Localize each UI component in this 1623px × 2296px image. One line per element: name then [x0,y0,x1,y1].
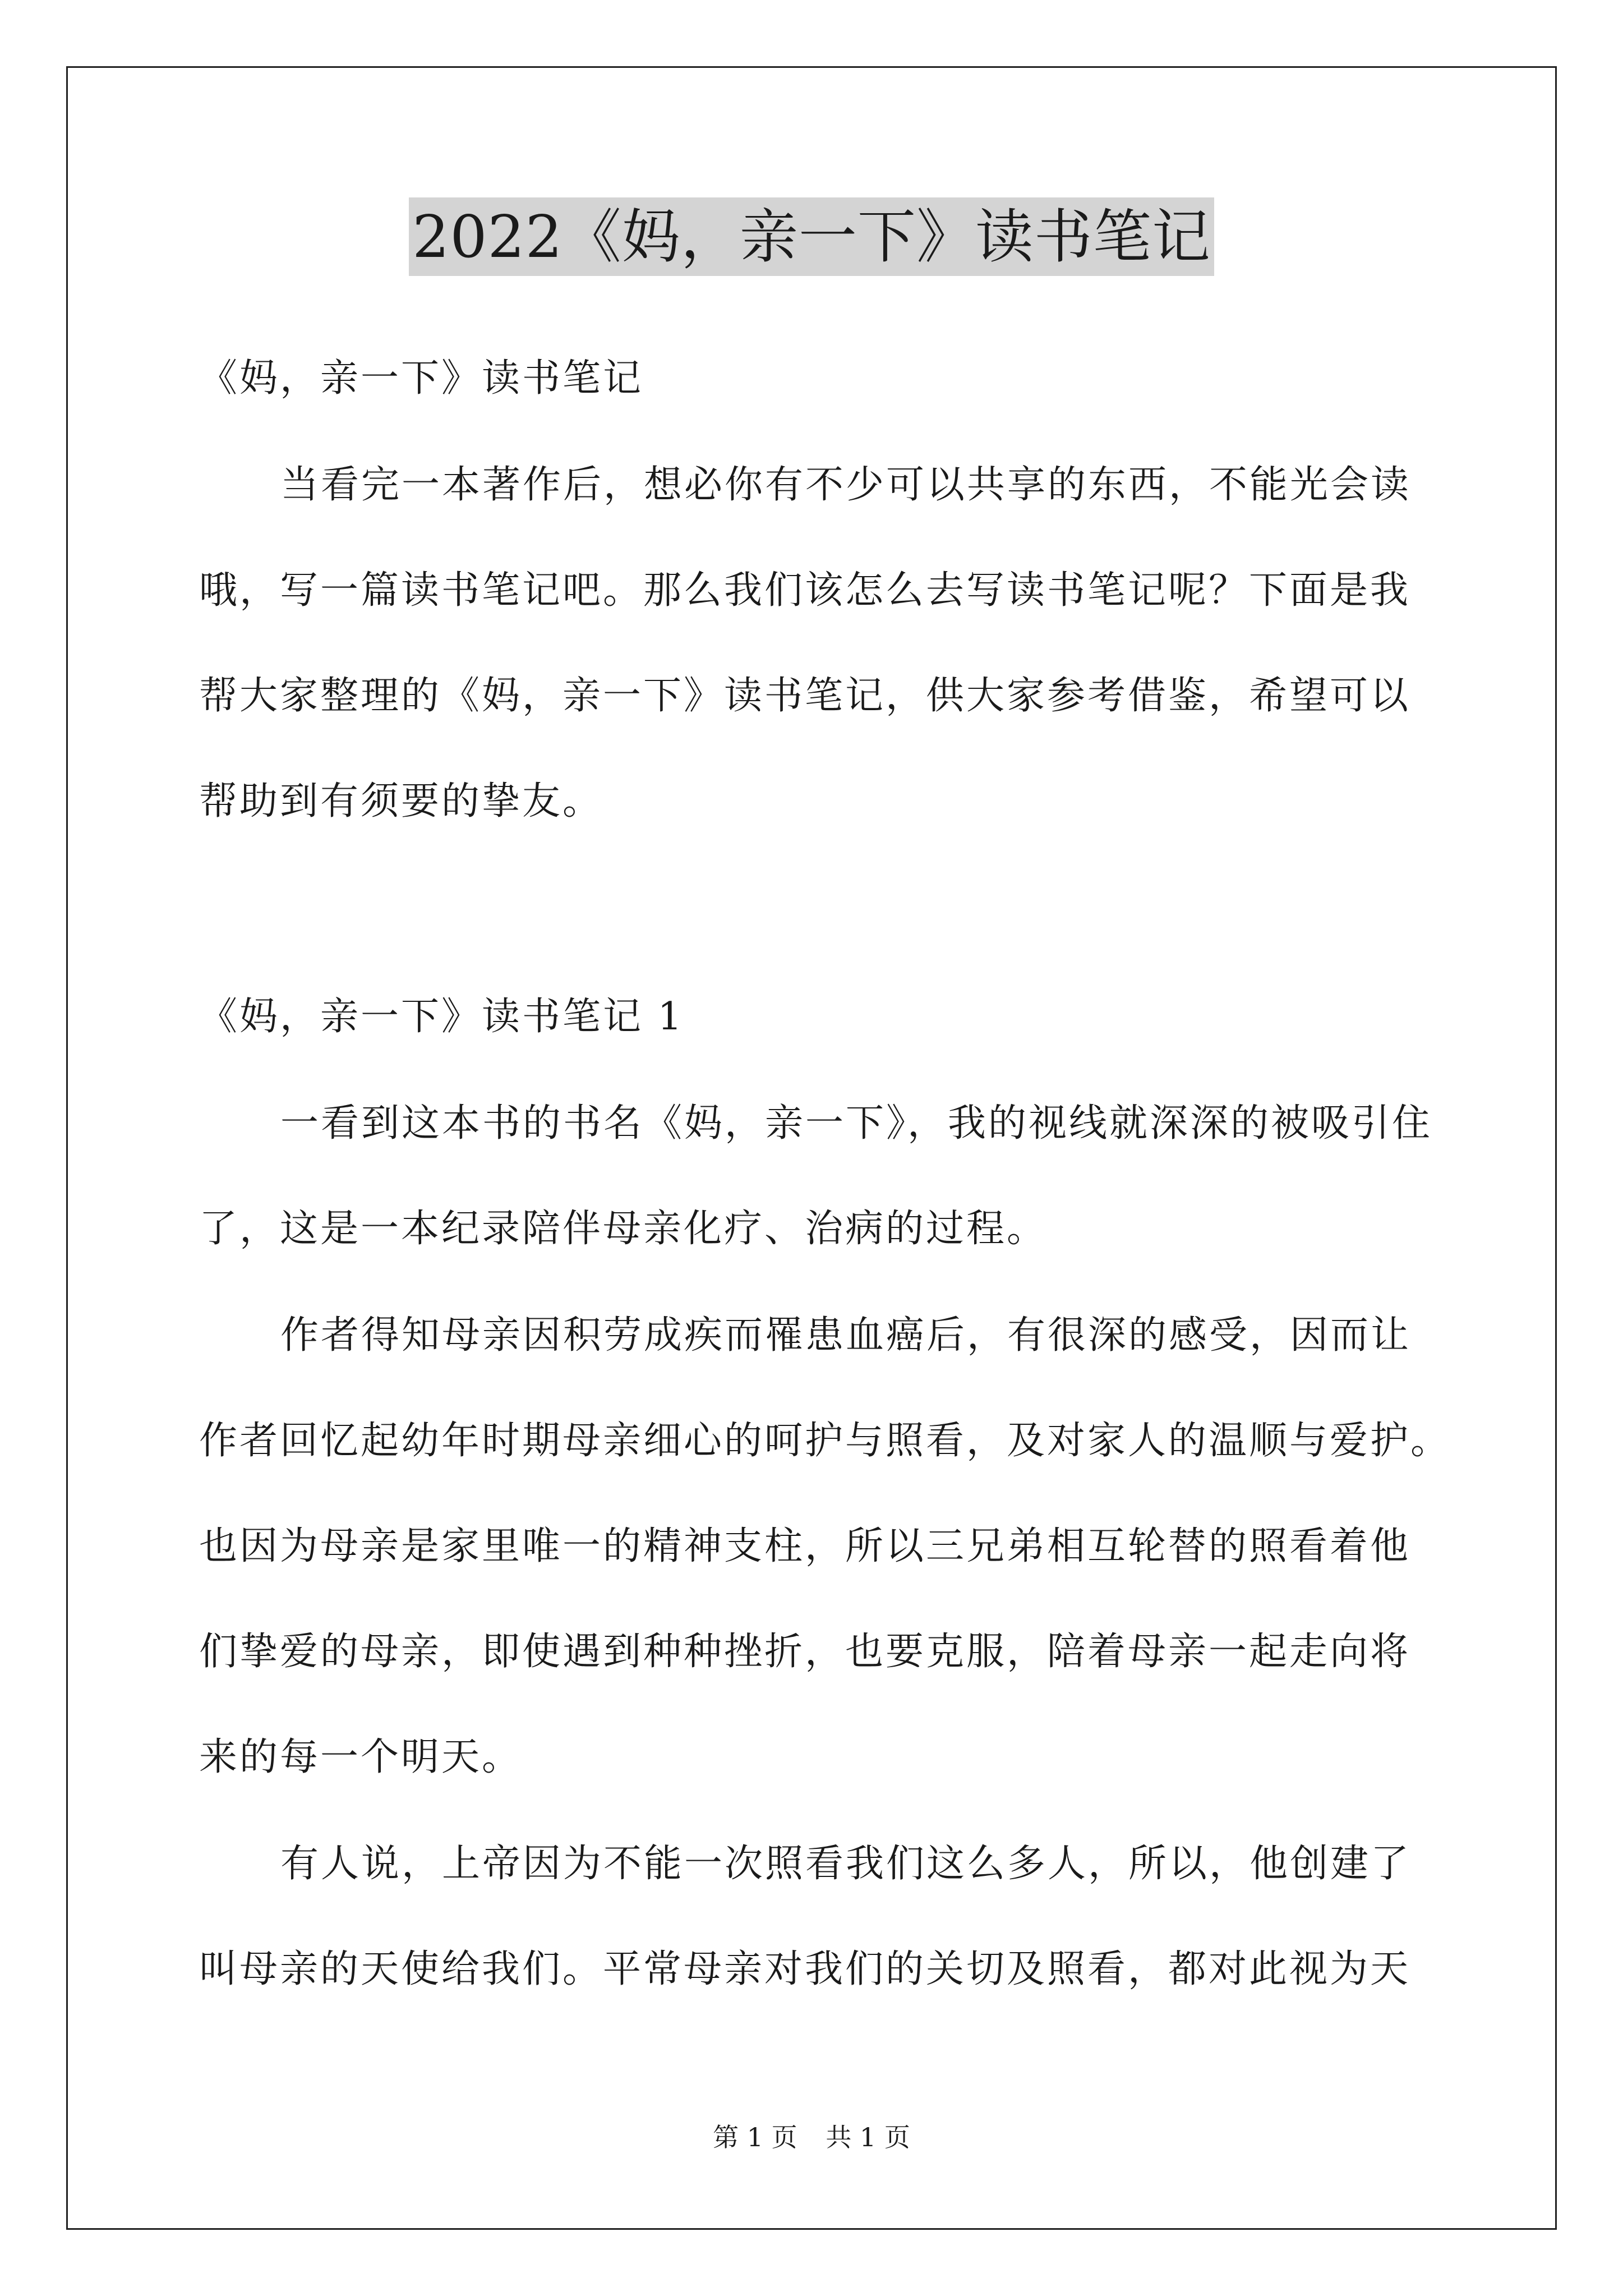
paragraph-line: 来的每一个明天。 [199,1735,523,1779]
page-footer [0,2120,1623,2154]
paragraph-line: 一看到这本书的书名《妈，亲一下》，我的视线就深深的被吸引住 [280,1101,1433,1145]
paragraph-line: 了，这是一本纪录陪伴母亲化疗、治病的过程。 [199,1207,1048,1251]
document-title: 2022《妈，亲一下》读书笔记 [409,197,1214,276]
intro-line: 哦，写一篇读书笔记吧。那么我们该怎么去写读书笔记呢？下面是我 [199,568,1411,613]
paragraph-line: 有人说，上帝因为不能一次照看我们这么多人，所以，他创建了 [280,1842,1412,1886]
paragraph-line: 们挚爱的母亲，即使遇到种种挫折，也要克服，陪着母亲一起走向将 [199,1630,1411,1674]
intro-line: 帮助到有须要的挚友。 [199,779,603,823]
section-heading-1: 《妈，亲一下》读书笔记 1 [199,995,684,1039]
intro-line: 帮大家整理的《妈，亲一下》读书笔记，供大家参考借鉴，希望可以 [199,674,1411,718]
paragraph-line: 作者回忆起幼年时期母亲细心的呵护与照看，及对家人的温顺与爱护。 [199,1419,1451,1463]
paragraph-line: 也因为母亲是家里唯一的精神支柱，所以三兄弟相互轮替的照看着他 [199,1524,1411,1568]
paragraph-line: 叫母亲的天使给我们。平常母亲对我们的关切及照看，都对此视为天 [199,1947,1411,1991]
intro-line: 当看完一本著作后，想必你有不少可以共享的东西，不能光会读 [280,463,1412,507]
intro-heading: 《妈，亲一下》读书笔记 [199,356,644,401]
page-number-current: 第 1 页 [713,2122,797,2152]
page-number-total: 共 1 页 [826,2122,910,2152]
title-container [0,197,1623,276]
paragraph-line: 作者得知母亲因积劳成疾而罹患血癌后，有很深的感受，因而让 [280,1313,1412,1358]
